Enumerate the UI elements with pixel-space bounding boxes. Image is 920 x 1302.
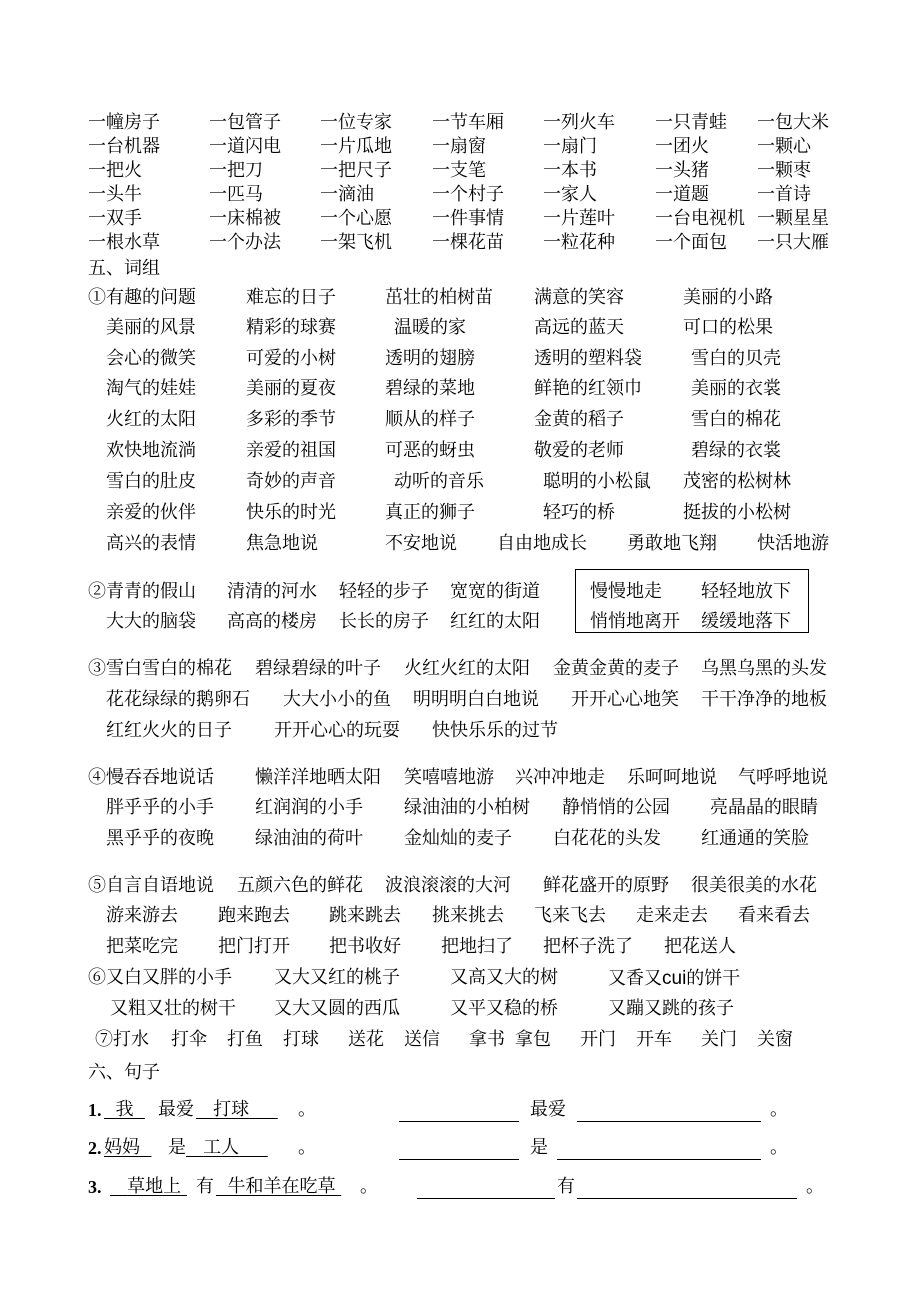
phrase-item: 关门 — [701, 1029, 737, 1050]
phrase-item: 又平又稳的桥 — [450, 998, 558, 1019]
phrase-item: 一头猪 — [655, 160, 709, 181]
phrase-item: ⑤自言自语地说 — [88, 875, 214, 896]
sentence-row — [0, 1101, 920, 1125]
phrase-item: 一首诗 — [757, 184, 811, 205]
phrase-row — [0, 583, 920, 605]
phrase-item: 气呼呼地说 — [738, 767, 828, 788]
phrase-item: 把杯子洗了 — [543, 936, 633, 957]
phrase-item: 拿包 — [515, 1029, 551, 1050]
phrase-item: 一片瓜地 — [320, 136, 392, 157]
phrase-item: 难忘的日子 — [246, 287, 336, 308]
phrase-item: 多彩的季节 — [246, 409, 336, 430]
phrase-item: 又大又红的桃子 — [274, 967, 400, 988]
phrase-item: 一根水草 — [88, 232, 160, 253]
phrase-item: 一只大雁 — [757, 232, 829, 253]
phrase-row — [0, 938, 920, 960]
phrase-item: 打鱼 — [227, 1029, 263, 1050]
answer-blank[interactable] — [399, 1101, 519, 1122]
phrase-item: 美丽的夏夜 — [246, 378, 336, 399]
phrase-item: 一包管子 — [209, 112, 281, 133]
phrase-item: 又大又圆的西瓜 — [274, 998, 400, 1019]
phrase-row — [0, 660, 920, 682]
phrase-item: 走来走去 — [636, 905, 708, 926]
phrase-item: 看来看去 — [738, 905, 810, 926]
phrase-row — [0, 350, 920, 372]
phrase-item: 美丽的风景 — [106, 317, 196, 338]
phrase-item: 胖乎乎的小手 — [106, 797, 214, 818]
phrase-row — [0, 473, 920, 495]
phrase-item: 可恶的蚜虫 — [385, 440, 475, 461]
phrase-row — [0, 769, 920, 791]
phrase-item: 奇妙的声音 — [246, 471, 336, 492]
phrase-item: ①有趣的问题 — [88, 287, 196, 308]
phrase-item: ⑥又白又胖的小手 — [88, 967, 232, 988]
phrase-item: 干干净净的地板 — [701, 689, 827, 710]
phrase-item: 敬爱的老师 — [534, 440, 624, 461]
phrase-item: 温暖的家 — [394, 317, 466, 338]
phrase-item: 绿油油的小柏树 — [404, 797, 530, 818]
phrase-item: 一道题 — [655, 184, 709, 205]
phrase-item: 游来游去 — [106, 905, 178, 926]
phrase-item: 鲜艳的红领巾 — [534, 378, 642, 399]
phrase-item: 乐呵呵地说 — [627, 767, 717, 788]
sentence-object: 打球 — [213, 1099, 250, 1120]
phrase-item: 跑来跑去 — [218, 905, 290, 926]
phrase-item: 金黄的稻子 — [534, 409, 624, 430]
sentence-end-2: 。 — [770, 1099, 788, 1120]
phrase-item: ④慢吞吞地说话 — [88, 767, 214, 788]
phrase-item: ③雪白雪白的棉花 — [88, 658, 232, 679]
phrase-row — [0, 830, 920, 852]
phrase-item: 快乐的时光 — [246, 502, 336, 523]
phrase-item: 亲爱的伙伴 — [106, 502, 196, 523]
phrase-item: 一把刀 — [209, 160, 263, 181]
phrase-row — [0, 1031, 920, 1053]
phrase-item: 一颗星星 — [757, 208, 829, 229]
phrase-item: 开车 — [636, 1029, 672, 1050]
phrase-item: 一件事情 — [432, 208, 504, 229]
phrase-item: 雪白的棉花 — [691, 409, 781, 430]
sentence-verb: 是 — [168, 1137, 186, 1158]
phrase-item: 会心的微笑 — [106, 348, 196, 369]
section-6-title: 六、句子 — [88, 1062, 160, 1083]
phrase-item: 一个村子 — [432, 184, 504, 205]
phrase-item: 美丽的小路 — [683, 287, 773, 308]
phrase-item: 一匹马 — [209, 184, 263, 205]
phrase-item: 轻轻的步子 — [339, 581, 429, 602]
phrase-item: 高高的楼房 — [227, 611, 317, 632]
phrase-item: 一颗心 — [757, 136, 811, 157]
phrase-row — [0, 1000, 920, 1022]
phrase-row — [0, 442, 920, 464]
phrase-item: 聪明的小松鼠 — [543, 471, 651, 492]
phrase-item: 满意的笑容 — [534, 287, 624, 308]
phrase-row — [0, 691, 920, 713]
phrase-row — [0, 907, 920, 929]
phrase-item: 亮晶晶的眼睛 — [710, 797, 818, 818]
sentence-row — [0, 1139, 920, 1163]
phrase-item: 慢慢地走 — [590, 581, 662, 602]
phrase-item: 精彩的球赛 — [246, 317, 336, 338]
phrase-item: 动听的音乐 — [394, 471, 484, 492]
phrase-item: 一个办法 — [209, 232, 281, 253]
phrase-item: 一把尺子 — [320, 160, 392, 181]
phrase-item: 高远的蓝天 — [534, 317, 624, 338]
phrase-item: 开门 — [580, 1029, 616, 1050]
phrase-item: 一扇窗 — [432, 136, 486, 157]
phrase-item: ②青青的假山 — [88, 581, 196, 602]
phrase-item: 一片莲叶 — [543, 208, 615, 229]
phrase-row — [0, 289, 920, 311]
phrase-item: 一扇门 — [543, 136, 597, 157]
phrase-item: 轻轻地放下 — [701, 581, 791, 602]
phrase-item: 拿书 — [469, 1029, 505, 1050]
phrase-item: 一道闪电 — [209, 136, 281, 157]
sentence-object: 工人 — [203, 1137, 240, 1158]
phrase-row — [0, 210, 920, 232]
phrase-item: 一家人 — [543, 184, 597, 205]
phrase-row — [0, 138, 920, 160]
sentence-end: 。 — [298, 1099, 316, 1120]
phrase-item: 关窗 — [757, 1029, 793, 1050]
phrase-item: 透明的塑料袋 — [534, 348, 642, 369]
phrase-item: 黑乎乎的夜晚 — [106, 828, 214, 849]
phrase-item: 真正的狮子 — [385, 502, 475, 523]
phrase-item: 大大的脑袋 — [106, 611, 196, 632]
phrase-item: 跳来跳去 — [329, 905, 401, 926]
phrase-item: 挑来挑去 — [432, 905, 504, 926]
phrase-item: 打球 — [283, 1029, 319, 1050]
phrase-item: 碧绿碧绿的叶子 — [255, 658, 381, 679]
phrase-item: 一支笔 — [432, 160, 486, 181]
sentence-end-2: 。 — [770, 1137, 788, 1158]
phrase-item: 把花送人 — [664, 936, 736, 957]
phrase-item: 一台电视机 — [655, 208, 745, 229]
phrase-item: 宽宽的街道 — [450, 581, 540, 602]
phrase-row — [0, 380, 920, 402]
phrase-item: 一床棉被 — [209, 208, 281, 229]
phrase-item: 金灿灿的麦子 — [404, 828, 512, 849]
phrase-item: 很美很美的水花 — [691, 875, 817, 896]
phrase-item: 一颗枣 — [757, 160, 811, 181]
phrase-item: 一把火 — [88, 160, 142, 181]
phrase-item: 美丽的衣裳 — [691, 378, 781, 399]
phrase-item: 金黄金黄的麦子 — [553, 658, 679, 679]
sentence-end: 。 — [360, 1176, 378, 1197]
phrase-item: 花花绿绿的鹅卵石 — [106, 689, 250, 710]
phrase-row — [0, 877, 920, 899]
sentence-verb: 有 — [196, 1176, 214, 1197]
phrase-item: 明明明白白地说 — [413, 689, 539, 710]
phrase-item: 透明的翅膀 — [385, 348, 475, 369]
sentence-subject: 草地上 — [127, 1176, 182, 1197]
phrase-item: 长长的房子 — [339, 611, 429, 632]
phrase-item: 一本书 — [543, 160, 597, 181]
phrase-item: 一棵花苗 — [432, 232, 504, 253]
phrase-item: 雪白的贝壳 — [691, 348, 781, 369]
phrase-item: 绿油油的荷叶 — [255, 828, 363, 849]
sentence-verb-2: 是 — [530, 1137, 548, 1158]
phrase-item: 又蹦又跳的孩子 — [608, 998, 734, 1019]
phrase-item: 焦急地说 — [246, 533, 318, 554]
sentence-verb-2: 有 — [557, 1176, 575, 1197]
phrase-item: 悄悄地离开 — [590, 611, 680, 632]
sentence-end: 。 — [298, 1137, 316, 1158]
phrase-item: 一包大米 — [757, 112, 829, 133]
phrase-item: 一只青蛙 — [655, 112, 727, 133]
phrase-item: 把地扫了 — [441, 936, 513, 957]
phrase-item: 快活地游 — [757, 533, 829, 554]
phrase-item: 五颜六色的鲜花 — [237, 875, 363, 896]
sentence-number: 1. — [88, 1100, 102, 1120]
phrase-item: 顺从的样子 — [385, 409, 475, 430]
phrase-item: 又粗又壮的树干 — [110, 998, 236, 1019]
phrase-item: 一头牛 — [88, 184, 142, 205]
phrase-item: ⑦打水 — [95, 1029, 149, 1050]
phrase-item: 送花 — [348, 1029, 384, 1050]
sentence-verb: 最爱 — [158, 1099, 194, 1120]
answer-blank[interactable] — [417, 1178, 555, 1199]
phrase-row — [0, 535, 920, 557]
phrase-item: 茂密的松树林 — [683, 471, 791, 492]
section-5-title: 五、词组 — [88, 258, 160, 279]
phrase-item: 挺拔的小松树 — [683, 502, 791, 523]
phrase-item: 一幢房子 — [88, 112, 160, 133]
phrase-item: 一双手 — [88, 208, 142, 229]
phrase-item: 一列火车 — [543, 112, 615, 133]
phrase-item: 红红的太阳 — [450, 611, 540, 632]
phrase-item: 快快乐乐的过节 — [432, 720, 558, 741]
phrase-item: 开开心心地笑 — [571, 689, 679, 710]
phrase-item: 把书收好 — [329, 936, 401, 957]
sentence-number: 2. — [88, 1138, 102, 1158]
phrase-item: 自由地成长 — [497, 533, 587, 554]
phrase-item: 一台机器 — [88, 136, 160, 157]
phrase-item: 火红的太阳 — [106, 409, 196, 430]
phrase-item: 不安地说 — [385, 533, 457, 554]
phrase-item: 打伞 — [171, 1029, 207, 1050]
phrase-item: 亲爱的祖国 — [246, 440, 336, 461]
phrase-item: 红润润的小手 — [255, 797, 363, 818]
phrase-item: 笑嘻嘻地游 — [404, 767, 494, 788]
phrase-item: 欢快地流淌 — [106, 440, 196, 461]
phrase-item: 碧绿的菜地 — [385, 378, 475, 399]
sentence-verb-2: 最爱 — [530, 1099, 566, 1120]
phrase-row — [0, 969, 920, 991]
phrase-item: 缓缓地落下 — [701, 611, 791, 632]
sentence-number: 3. — [88, 1177, 102, 1197]
phrase-row — [0, 234, 920, 256]
phrase-item: 可爱的小树 — [246, 348, 336, 369]
phrase-item: 大大小小的鱼 — [283, 689, 391, 710]
phrase-item: 清清的河水 — [227, 581, 317, 602]
phrase-item: 碧绿的衣裳 — [691, 440, 781, 461]
phrase-row — [0, 162, 920, 184]
phrase-item: 茁壮的柏树苗 — [385, 287, 493, 308]
phrase-item: 火红火红的太阳 — [404, 658, 530, 679]
phrase-item: 红通通的笑脸 — [701, 828, 809, 849]
phrase-item: 一架飞机 — [320, 232, 392, 253]
phrase-item: 送信 — [404, 1029, 440, 1050]
phrase-item: 一团火 — [655, 136, 709, 157]
phrase-item: 勇敢地飞翔 — [627, 533, 717, 554]
phrase-row — [0, 799, 920, 821]
phrase-item: 轻巧的桥 — [543, 502, 615, 523]
phrase-item: 一个面包 — [655, 232, 727, 253]
phrase-item: 懒洋洋地晒太阳 — [255, 767, 381, 788]
answer-blank[interactable] — [577, 1178, 797, 1199]
sentence-object: 牛和羊在吃草 — [227, 1176, 336, 1197]
phrase-item: 把菜吃完 — [106, 936, 178, 957]
phrase-item: 开开心心的玩耍 — [274, 720, 400, 741]
phrase-item: 又香又cui的饼干 — [608, 968, 741, 989]
phrase-item: 红红火火的日子 — [106, 720, 232, 741]
sentence-row — [0, 1178, 920, 1202]
phrase-item: 又高又大的树 — [450, 967, 558, 988]
answer-blank[interactable] — [399, 1139, 519, 1160]
sentence-subject: 妈妈 — [104, 1137, 140, 1158]
phrase-row — [0, 319, 920, 341]
phrase-row — [0, 114, 920, 136]
phrase-item: 静悄悄的公园 — [562, 797, 670, 818]
phrase-item: 兴冲冲地走 — [515, 767, 605, 788]
phrase-item: 一滴油 — [320, 184, 374, 205]
phrase-row — [0, 613, 920, 635]
phrase-item: 可口的松果 — [683, 317, 773, 338]
answer-blank[interactable] — [577, 1101, 761, 1122]
phrase-item: 飞来飞去 — [534, 905, 606, 926]
phrase-item: 把门打开 — [218, 936, 290, 957]
phrase-item: 波浪滚滚的大河 — [385, 875, 511, 896]
sentence-end-2: 。 — [806, 1176, 824, 1197]
phrase-item: 一位专家 — [320, 112, 392, 133]
phrase-item: 雪白的肚皮 — [106, 471, 196, 492]
phrase-item: 高兴的表情 — [106, 533, 196, 554]
phrase-row — [0, 722, 920, 744]
phrase-item: 乌黑乌黑的头发 — [701, 658, 827, 679]
phrase-row — [0, 504, 920, 526]
phrase-item: 淘气的娃娃 — [106, 378, 196, 399]
phrase-item: 鲜花盛开的原野 — [543, 875, 669, 896]
phrase-item: 一节车厢 — [432, 112, 504, 133]
phrase-row — [0, 411, 920, 433]
phrase-item: 一个心愿 — [320, 208, 392, 229]
phrase-item: 一粒花种 — [543, 232, 615, 253]
answer-blank[interactable] — [557, 1139, 761, 1160]
phrase-item: 白花花的头发 — [553, 828, 661, 849]
phrase-row — [0, 186, 920, 208]
sentence-subject: 我 — [115, 1099, 134, 1120]
